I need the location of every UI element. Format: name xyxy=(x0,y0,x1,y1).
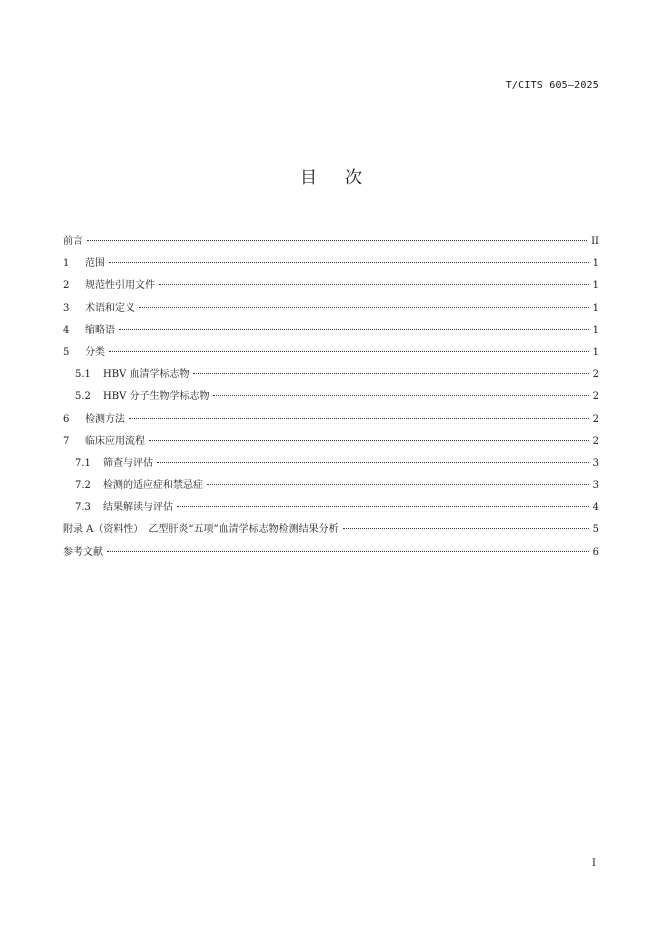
toc-leader-dots xyxy=(87,239,587,241)
toc-entry-number: 7.1 xyxy=(75,457,91,469)
toc-entry-number: 4 xyxy=(63,324,70,336)
toc-leader-dots xyxy=(343,527,589,529)
toc-entry-classification[interactable] xyxy=(63,345,599,367)
toc-entry-label: 参考文献 xyxy=(63,546,103,558)
toc-entry-number: 5.1 xyxy=(75,369,91,381)
toc-entry-label: 分类 xyxy=(85,346,105,358)
toc-entry-test-methods[interactable] xyxy=(63,412,599,434)
toc-entry-number: 7.2 xyxy=(75,480,91,492)
toc-entry-foreword[interactable] xyxy=(63,234,599,256)
page-number: I xyxy=(592,858,596,869)
toc-entry-number: 2 xyxy=(63,280,70,292)
toc-entry-page: 1 xyxy=(592,302,599,314)
toc-entry-clinical-workflow[interactable] xyxy=(63,434,599,456)
toc-entry-page: II xyxy=(591,236,599,247)
toc-entry-number: 6 xyxy=(63,413,70,425)
table-of-contents xyxy=(63,234,599,567)
toc-entry-label: 筛查与评估 xyxy=(103,457,153,469)
toc-entry-hbv-serological-markers[interactable] xyxy=(63,367,599,389)
toc-entry-number: 7 xyxy=(63,435,70,447)
toc-leader-dots xyxy=(177,505,589,507)
toc-entry-label: 检测方法 xyxy=(85,413,125,425)
toc-entry-label: 术语和定义 xyxy=(85,302,135,314)
toc-entry-label: HBV 分子生物学标志物 xyxy=(103,391,210,403)
toc-entry-page: 2 xyxy=(592,413,599,425)
toc-leader-dots xyxy=(139,306,589,308)
toc-entry-label: 规范性引用文件 xyxy=(85,280,155,292)
toc-entry-label: HBV 血清学标志物 xyxy=(103,369,190,381)
toc-entry-label: 附录 A（资料性） 乙型肝炎“五项”血清学标志物检测结果分析 xyxy=(63,524,339,536)
toc-entry-result-interpretation[interactable] xyxy=(63,500,599,522)
toc-entry-page: 2 xyxy=(592,435,599,447)
document-code: T/CITS 605—2025 xyxy=(505,80,599,91)
toc-entry-page: 1 xyxy=(592,258,599,270)
toc-entry-label: 结果解读与评估 xyxy=(103,502,173,514)
toc-entry-bibliography[interactable] xyxy=(63,545,599,567)
toc-entry-label: 范围 xyxy=(85,258,105,270)
toc-entry-normative-references[interactable] xyxy=(63,278,599,300)
toc-entry-page: 1 xyxy=(592,324,599,336)
toc-leader-dots xyxy=(157,461,589,463)
toc-entry-page: 3 xyxy=(592,457,599,469)
toc-leader-dots xyxy=(193,372,588,374)
toc-leader-dots xyxy=(213,394,588,396)
toc-entry-abbreviations[interactable] xyxy=(63,323,599,345)
toc-leader-dots xyxy=(109,350,589,352)
toc-entry-page: 2 xyxy=(592,369,599,381)
page-title: 目次 xyxy=(300,168,390,188)
toc-entry-terms-definitions[interactable] xyxy=(63,301,599,323)
toc-leader-dots xyxy=(159,283,589,285)
toc-entry-screening-assessment[interactable] xyxy=(63,456,599,478)
toc-entry-number: 1 xyxy=(63,258,70,270)
toc-entry-page: 4 xyxy=(592,502,599,514)
toc-entry-page: 6 xyxy=(592,546,599,558)
toc-leader-dots xyxy=(149,439,589,441)
toc-entry-label: 检测的适应症和禁忌症 xyxy=(103,480,203,492)
toc-leader-dots xyxy=(119,328,589,330)
toc-entry-page: 1 xyxy=(592,280,599,292)
toc-entry-number: 3 xyxy=(63,302,70,314)
toc-entry-number: 7.3 xyxy=(75,502,91,514)
toc-entry-page: 2 xyxy=(592,391,599,403)
toc-leader-dots xyxy=(129,417,589,419)
toc-entry-page: 3 xyxy=(592,480,599,492)
toc-leader-dots xyxy=(109,261,589,263)
toc-entry-label: 缩略语 xyxy=(85,324,115,336)
toc-leader-dots xyxy=(107,550,589,552)
toc-entry-indications-contraindications[interactable] xyxy=(63,478,599,500)
toc-entry-page: 1 xyxy=(592,346,599,358)
toc-leader-dots xyxy=(207,483,589,485)
toc-entry-hbv-molecular-markers[interactable] xyxy=(63,389,599,411)
toc-entry-page: 5 xyxy=(592,524,599,536)
toc-entry-number: 5.2 xyxy=(75,391,91,403)
toc-entry-appendix-a[interactable] xyxy=(63,522,599,544)
toc-entry-scope[interactable] xyxy=(63,256,599,278)
toc-entry-label: 前言 xyxy=(63,236,83,247)
toc-entry-number: 5 xyxy=(63,346,70,358)
toc-entry-label: 临床应用流程 xyxy=(85,435,145,447)
